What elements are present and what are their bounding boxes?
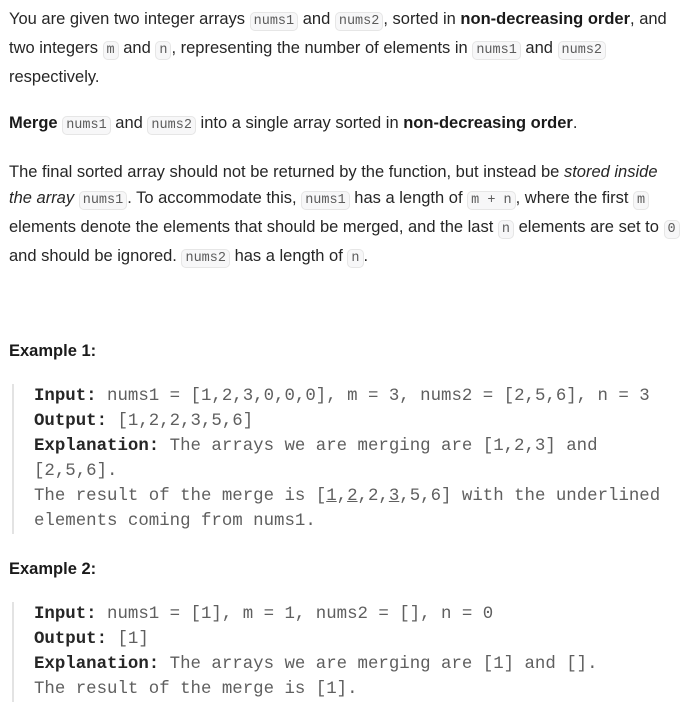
text: ,5,6] with the underlined elements coming from nums1. xyxy=(34,487,671,531)
text: respectively. xyxy=(9,68,100,86)
explanation-text: The arrays we are merging are [1] and []. xyxy=(159,655,598,674)
inline-code: nums1 xyxy=(62,116,111,135)
explanation-label: Explanation: xyxy=(34,437,160,456)
text: . xyxy=(363,247,369,265)
inline-code: nums1 xyxy=(79,191,128,210)
example-1-block xyxy=(12,384,684,534)
intro-paragraph xyxy=(9,6,684,90)
example-1-title: Example 1: xyxy=(9,342,97,360)
bold-text: non-decreasing order xyxy=(403,114,573,132)
result-text xyxy=(34,487,671,531)
text: The result of the merge is [ xyxy=(34,487,327,506)
inline-code: nums1 xyxy=(472,41,521,60)
example-2-block xyxy=(12,602,684,702)
text: , representing the number of elements in xyxy=(171,39,473,57)
result-text: The result of the merge is [1]. xyxy=(34,680,358,699)
underlined-element: 3 xyxy=(388,487,400,506)
underlined-element: 2 xyxy=(347,487,358,506)
text: , xyxy=(336,487,348,506)
input-value: nums1 = [1,2,3,0,0,0], m = 3, nums2 = [2,5,6], n = 3 xyxy=(96,387,650,406)
text: ,2, xyxy=(357,487,389,506)
underlined-element: 1 xyxy=(326,487,337,506)
text: , sorted in xyxy=(383,10,461,28)
storage-paragraph xyxy=(9,159,684,272)
inline-code: nums2 xyxy=(335,12,384,31)
text: You are given two integer arrays xyxy=(9,10,250,28)
inline-code: n xyxy=(155,41,171,60)
text: and xyxy=(520,39,558,57)
merge-paragraph xyxy=(9,110,684,139)
bold-text: non-decreasing order xyxy=(460,10,631,28)
output-label: Output: xyxy=(34,412,108,431)
explanation-text: The arrays we are merging are [1,2,3] and [2,5,6]. xyxy=(34,437,608,481)
text: and xyxy=(298,10,335,28)
inline-code: nums1 xyxy=(301,191,350,210)
inline-code: n xyxy=(347,249,363,268)
inline-code: nums1 xyxy=(250,12,299,31)
explanation-label: Explanation: xyxy=(34,655,160,674)
text: has a length of xyxy=(349,189,468,207)
inline-code: nums2 xyxy=(147,116,196,135)
text: . To accommodate this, xyxy=(127,189,302,207)
text: elements denote the elements that should be merged, and the last xyxy=(9,218,498,236)
italic-text: stored inside the array xyxy=(9,163,658,207)
text: and xyxy=(118,39,156,57)
example-2-title: Example 2: xyxy=(9,560,97,578)
inline-code: m xyxy=(633,191,649,210)
text: and xyxy=(110,114,148,132)
text: into a single array sorted in xyxy=(195,114,404,132)
text: . xyxy=(572,114,578,132)
text: , where the first xyxy=(515,189,634,207)
text: The final sorted array should not be returned by the function, but instead be xyxy=(9,163,564,181)
text: elements are set to xyxy=(514,218,664,236)
bold-text: Merge xyxy=(9,114,58,132)
output-label: Output: xyxy=(34,630,108,649)
input-label: Input: xyxy=(34,605,97,624)
text: has a length of xyxy=(229,247,348,265)
output-value: [1,2,2,3,5,6] xyxy=(107,412,254,431)
text: and should be ignored. xyxy=(9,247,182,265)
input-value: nums1 = [1], m = 1, nums2 = [], n = 0 xyxy=(96,605,494,624)
text: , and two integers xyxy=(9,10,667,57)
inline-code: 0 xyxy=(664,220,680,239)
input-label: Input: xyxy=(34,387,97,406)
output-value: [1] xyxy=(107,630,149,649)
inline-code: nums2 xyxy=(558,41,607,60)
inline-code: nums2 xyxy=(181,249,230,268)
inline-code: m + n xyxy=(467,191,516,210)
inline-code: m xyxy=(103,41,119,60)
inline-code: n xyxy=(498,220,514,239)
